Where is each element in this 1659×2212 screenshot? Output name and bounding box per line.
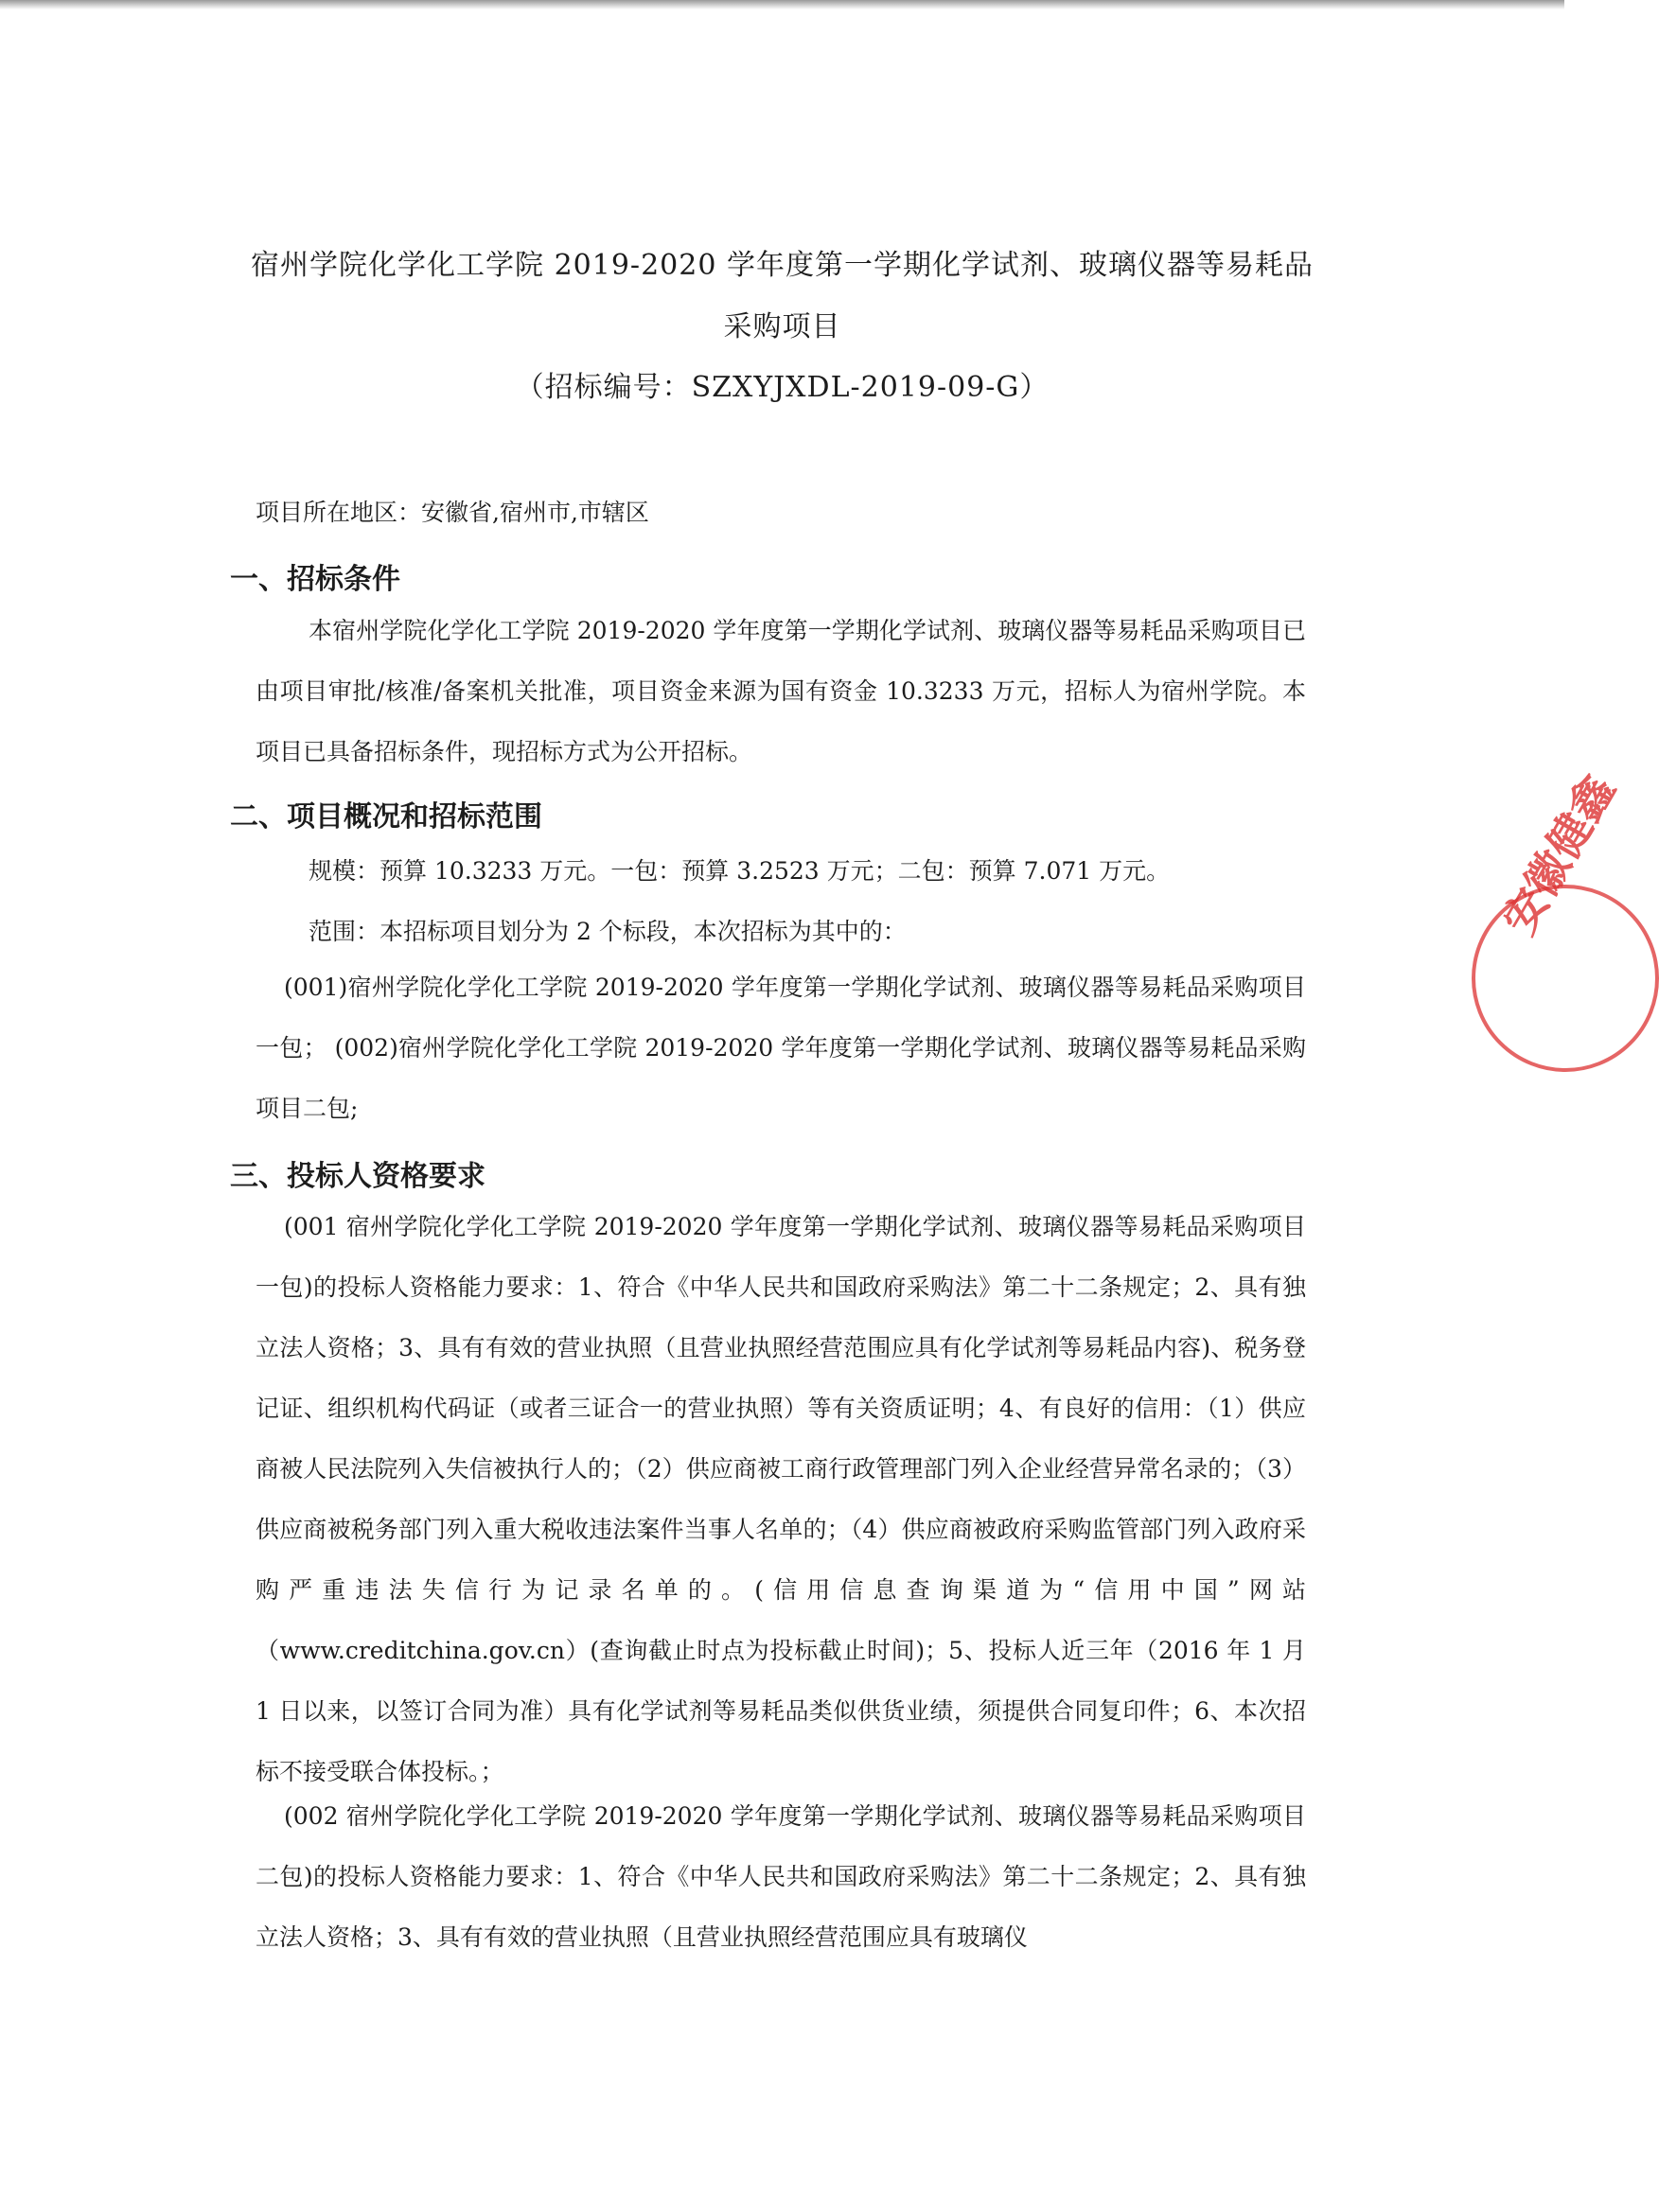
qualification-lot1-paragraph: (001 宿州学院化学化工学院 2019-2020 学年度第一学期化学试剂、玻璃仪器等易耗品采购项目一包)的投标人资格能力要求：1、符合《中华人民共和国政府采购法》第二十二条规定；2、具有独立法人资格；3、具有有效的营业执照（且营业执照经营范围应具有化学试剂等易耗品内容)、税务登记证、组织机构代码证（或者三证合一的营业执照）等有关资质证明；4、有良好的信用：（1）供应商被人民法院列入失信被执行人的；（2）供应商被工商行政管理部门列入企业经营异常名录的；（3）供应商被税务部门列入重大税收违法案件当事人名单的；（4）供应商被政府采购监管部门列入政府采购严重违法失信行为记录名单的。(信用信息查询渠道为“信用中国”网站（www.creditchina.gov.cn）(查询截止时点为投标截止时间)；5、投标人近三年（2016 年 1 月 1 日以来，以签订合同为准）具有化学试剂等易耗品类似供货业绩，须提供合同复印件；6、本次招标不接受联合体投标。；	[256, 1213, 1306, 1785]
project-location: 项目所在地区：安徽省,宿州市,市辖区	[256, 499, 649, 526]
tender-number: （招标编号：SZXYJXDL-2019-09-G）	[515, 371, 1050, 404]
section-heading-project-overview: 二、项目概况和招标范围	[230, 800, 542, 834]
scope-line: 范围：本招标项目划分为 2 个标段，本次招标为其中的：	[309, 918, 907, 945]
document-title-line1: 宿州学院化学化工学院 2019-2020 学年度第一学期化学试剂、玻璃仪器等易耗品	[251, 249, 1314, 282]
qualification-lot2-paragraph: (002 宿州学院化学化工学院 2019-2020 学年度第一学期化学试剂、玻璃仪器等易耗品采购项目二包)的投标人资格能力要求：1、符合《中华人民共和国政府采购法》第二十二条规定；2、具有独立法人资格；3、具有有效的营业执照（且营业执照经营范围应具有玻璃仪	[256, 1802, 1306, 1951]
section-heading-tender-conditions: 一、招标条件	[230, 563, 400, 596]
budget-scale-line: 规模：预算 10.3233 万元。一包：预算 3.2523 万元；二包：预算 7.071 万元。	[309, 857, 1171, 885]
tender-conditions-paragraph: 本宿州学院化学化工学院 2019-2020 学年度第一学期化学试剂、玻璃仪器等易耗品采购项目已由项目审批/核准/备案机关批准，项目资金来源为国有资金 10.3233 万元，招标人为宿州学院。本项目已具备招标条件，现招标方式为公开招标。	[256, 617, 1306, 765]
lots-paragraph: (001)宿州学院化学化工学院 2019-2020 学年度第一学期化学试剂、玻璃仪器等易耗品采购项目一包； (002)宿州学院化学化工学院 2019-2020 学年度第一学期化学试剂、玻璃仪器等易耗品采购项目二包;	[256, 974, 1306, 1122]
scan-top-edge	[0, 0, 1564, 9]
section-heading-bidder-qualifications: 三、投标人资格要求	[230, 1160, 485, 1193]
official-seal-text: 安徽健鑫	[1492, 766, 1625, 943]
document-title-line2: 采购项目	[723, 310, 841, 343]
